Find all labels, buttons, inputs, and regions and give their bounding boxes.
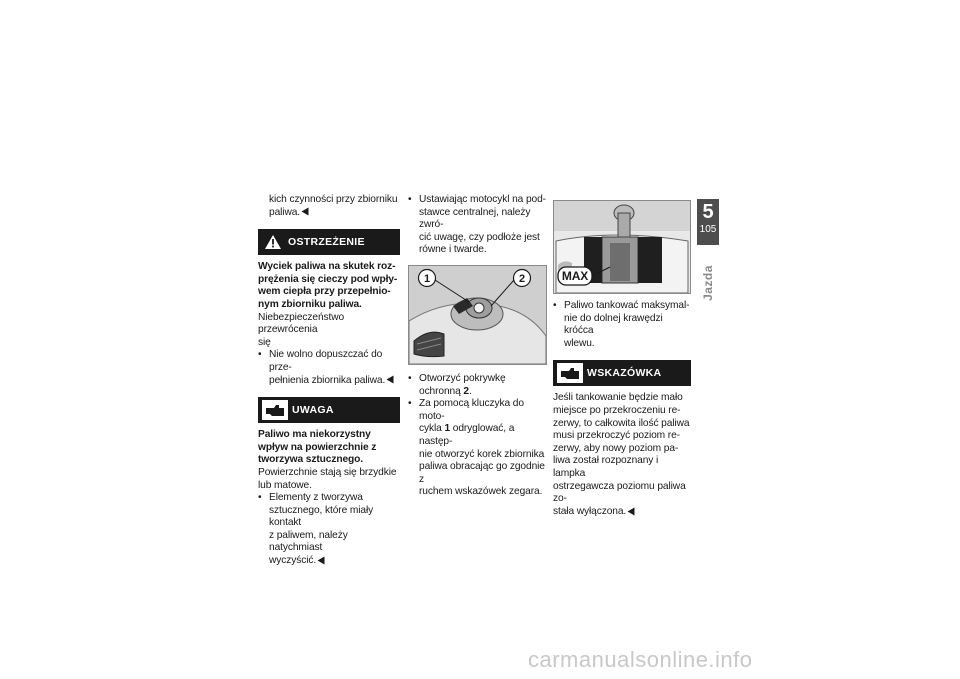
fuel-filler-illustration xyxy=(553,200,691,294)
warning-heading: Wyciek paliwa na skutek roz- prężenia się cieczy pod wpły- wem ciepła przy przepełnio- nym zbiorniku paliwa. xyxy=(258,261,398,310)
caution-bullet: • Elementy z tworzywa sztucznego, które miały kontakt z paliwem, należy natychmiast wyczyścić. xyxy=(258,492,400,568)
fuel-cap-illustration xyxy=(408,265,547,365)
max-label: MAX xyxy=(561,269,589,283)
end-marker-icon xyxy=(628,507,635,515)
caution-hand-icon xyxy=(262,400,288,420)
intro-text: kich czynności przy zbiorniku paliwa. xyxy=(269,194,398,218)
caution-heading: Paliwo ma niekorzystny wpływ na powierzchnie z tworzywa sztucznego. xyxy=(258,429,377,466)
note-hand-icon xyxy=(557,363,583,383)
warning-label: OSTRZEŻENIE xyxy=(288,235,365,248)
list-item: • Ustawiając motocykl na pod- stawce centralnej, należy zwró- cić uwagę, czy podłoże jest równe i twarde. xyxy=(408,194,546,257)
callout-2: 2 xyxy=(518,272,526,285)
chapter-number: 5 xyxy=(702,201,714,223)
list-item: • Za pomocą kluczyka do moto- cykla 1 odryglować, a następ- nie otworzyć korek zbiornika paliwa obracając go zgodnie z ruchem wskazówek zegara. xyxy=(408,398,546,499)
end-marker-icon xyxy=(318,556,325,564)
end-marker-icon xyxy=(387,376,394,384)
column-3 xyxy=(553,194,691,518)
note-text: Jeśli tankowanie będzie mało miejsce po przekroczeniu re- zerwy, to całkowita ilość paliwa musi przekroczyć poziom re- zerwy, aby nowy poziom pa- liwa został rozpoznany i lampka ostrzegawcza poziomu paliwa zo- stała wyłączona. xyxy=(553,392,690,517)
warning-bullet: • Nie wolno dopuszczać do prze- pełnienia zbiornika paliwa. xyxy=(258,349,400,387)
section-label: Jazda xyxy=(701,265,716,301)
caution-banner xyxy=(258,397,400,423)
warning-text: Niebezpieczeństwo przewrócenia się xyxy=(258,311,345,348)
chapter-tab xyxy=(697,199,719,245)
note-banner xyxy=(553,360,691,386)
callout-1: 1 xyxy=(423,272,431,285)
column-1 xyxy=(258,194,400,568)
warning-banner xyxy=(258,229,400,255)
caution-text: Powierzchnie stają się brzydkie lub matowe. xyxy=(258,466,397,491)
watermark-text: carmanualsonline.info xyxy=(528,647,753,672)
end-marker-icon xyxy=(302,208,309,216)
caution-label: UWAGA xyxy=(292,403,334,416)
note-label: WSKAZÓWKA xyxy=(587,367,662,380)
list-item: • Otworzyć pokrywkę ochronną 2. xyxy=(408,373,546,398)
page-number: 105 xyxy=(699,224,717,235)
list-item: • Paliwo tankować maksymal- nie do dolnej krawędzi króćca wlewu. xyxy=(553,300,691,350)
column-2 xyxy=(408,194,546,499)
warning-triangle-icon xyxy=(258,234,288,250)
